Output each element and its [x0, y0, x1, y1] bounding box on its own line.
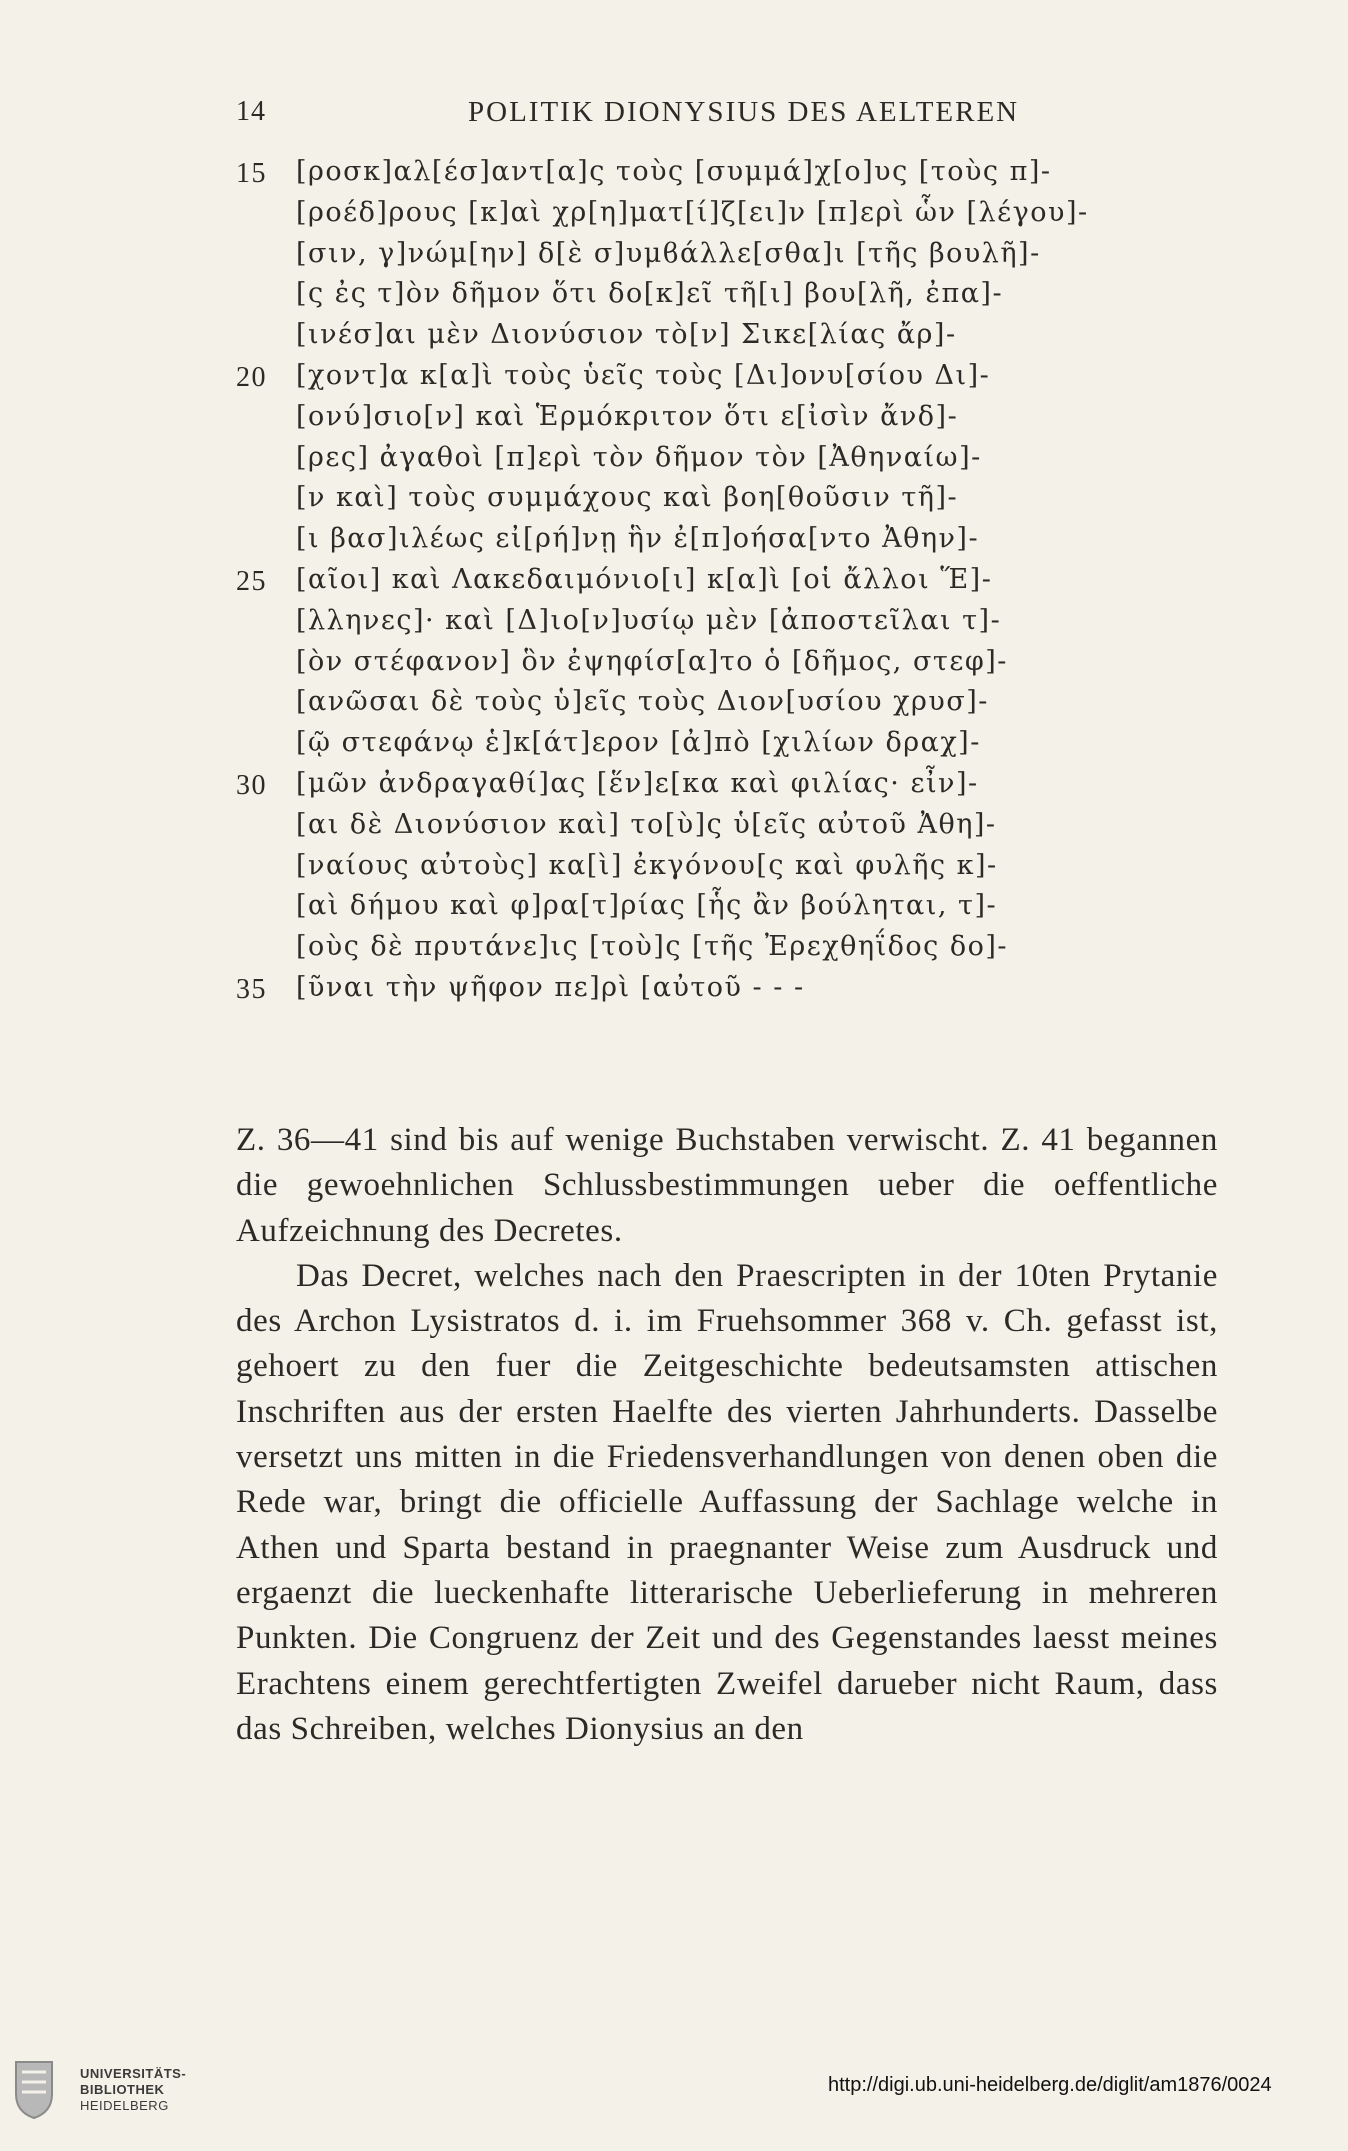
- inscription-text: [αῖοι] καὶ Λακεδαιμόνιο[ι] κ[α]ὶ [οἱ ἄλλοι Ἕ]-: [296, 563, 993, 595]
- greek-inscription: [236, 156, 1236, 1013]
- line-number: 15: [236, 158, 267, 189]
- inscription-line: [236, 442, 1236, 483]
- inscription-line: [236, 360, 1236, 401]
- inscription-text: [ς ἐς τ]ὸν δῆμον ὅτι δο[κ]εῖ τῆ[ι] βου[λῆ, ἐπα]-: [296, 278, 1004, 310]
- commentary-paragraph: Das Decret, welches nach den Praescripten in der 10ten Prytanie des Archon Lysistratos d. i. im Fruehsommer 368 v. Ch. gefasst ist, gehoert zu den fuer die Zeitgeschichte bedeutsamsten attischen Inschriften aus der ersten Haelfte des vierten Jahrhunderts. Dasselbe versetzt uns mitten in die Friedensverhandlungen von denen oben die Rede war, bringt die officielle Auffassung der Sachlage welche in Athen und Sparta bestand in praegnanter Weise zum Ausdruck und ergaenzt die lueckenhafte litterarische Ueberlieferung in mehreren Punkten. Die Congruenz der Zeit und des Gegenstandes laesst meines Erachtens einem gerechtfertigten Zweifel darueber nicht Raum, dass das Schreiben, welches Dionysius an den: [236, 1257, 1218, 1747]
- commentary-paragraph: Z. 36—41 sind bis auf wenige Buchstaben verwischt. Z. 41 begannen die gewoehnlichen Schlussbestimmungen ueber die oeffentliche Aufzeichnung des Decretes.: [236, 1122, 1218, 1249]
- inscription-text: [ρες] ἀγαθοὶ [π]ερὶ τὸν δῆμον τὸν [Ἀθηναίω]-: [296, 441, 982, 473]
- inscription-text: [λληνες]· καὶ [Δ]ιο[ν]υσίῳ μὲν [ἀποστεῖλαι τ]-: [296, 604, 1002, 636]
- inscription-line: [236, 401, 1236, 442]
- inscription-line: [236, 278, 1236, 319]
- inscription-line: [236, 931, 1236, 972]
- inscription-text: [οὺς δὲ πρυτάνε]ις [τοὺ]ς [τῆς Ἐρεχθηΐδος δο]-: [296, 931, 1009, 963]
- inscription-line: [236, 890, 1236, 931]
- library-line-1: UNIVERSITÄTS-: [80, 2066, 187, 2081]
- inscription-text: [ροέδ]ρους [κ]αὶ χρ[η]ματ[ί]ζ[ει]ν [π]ερὶ ὧν [λέγου]-: [296, 196, 1089, 228]
- inscription-text: [ονύ]σιο[ν] καὶ Ἑρμόκριτον ὅτι ε[ἰσὶν ἄνδ]-: [296, 400, 959, 432]
- inscription-line: [236, 646, 1236, 687]
- inscription-line: [236, 768, 1236, 809]
- inscription-text: [αὶ δήμου καὶ φ]ρα[τ]ρίας [ἧς ἂν βούληται, τ]-: [296, 890, 998, 922]
- inscription-text: [ναίους αὐτοὺς] κα[ὶ] ἐκγόνου[ς καὶ φυλῆς κ]-: [296, 849, 998, 881]
- inscription-text: [ανῶσαι δὲ τοὺς ὑ]εῖς τοὺς Διον[υσίου χρυσ]-: [296, 686, 989, 718]
- inscription-line: [236, 972, 1236, 1013]
- line-number: 25: [236, 565, 267, 597]
- inscription-text: [ῦναι τὴν ψῆφον πε]ρὶ [αὐτοῦ - - -: [296, 971, 805, 1003]
- inscription-text: [ῷ στεφάνῳ ἑ]κ[άτ]ερον [ἀ]πὸ [χιλίων δραχ]-: [296, 727, 981, 759]
- library-line-3: HEIDELBERG: [80, 2098, 169, 2113]
- inscription-text: [ινέσ]αι μὲν Διονύσιον τὸ[ν] Σικε[λίας ἄρ]-: [296, 319, 957, 351]
- inscription-line: [236, 809, 1236, 850]
- inscription-text: [ι βασ]ιλέως εἰ[ρή]νῃ ἣν ἐ[π]οήσα[ντο Ἀθην]-: [296, 523, 980, 555]
- inscription-text: [ν καὶ] τοὺς συμμάχους καὶ βοη[θοῦσιν τῆ]-: [296, 482, 959, 514]
- running-title: POLITIK DIONYSIUS DES AELTEREN: [468, 96, 1020, 128]
- inscription-line: [236, 727, 1236, 768]
- inscription-line: [236, 850, 1236, 891]
- inscription-text: [χοντ]α κ[α]ὶ τοὺς ὑεῖς τοὺς [Δι]ονυ[σίου Δι]-: [296, 359, 991, 391]
- inscription-line: [236, 605, 1236, 646]
- library-line-2: BIBLIOTHEK: [80, 2082, 165, 2097]
- commentary-text: [236, 1118, 1218, 1752]
- line-number: 20: [236, 361, 267, 393]
- inscription-line: [236, 238, 1236, 279]
- page-number: 14: [236, 96, 266, 127]
- inscription-line: [236, 156, 1236, 197]
- inscription-text: [αι δὲ Διονύσιον καὶ] το[ὺ]ς ὑ[εῖς αὐτοῦ Ἀθη]-: [296, 808, 997, 840]
- page-header: [0, 96, 1348, 136]
- university-seal-icon: [12, 2058, 56, 2120]
- line-number: 35: [236, 973, 267, 1005]
- inscription-line: [236, 197, 1236, 238]
- source-url-link[interactable]: http://digi.ub.uni-heidelberg.de/diglit/am1876/0024: [828, 2074, 1272, 2096]
- inscription-text: [ὸν στέφανον] ὃν ἐψηφίσ[α]το ὁ [δῆμος, στεφ]-: [296, 645, 1008, 677]
- inscription-text: [ροσκ]αλ[έσ]αντ[α]ς τοὺς [συμμά]χ[ο]υς [τοὺς π]-: [296, 156, 1052, 187]
- inscription-line: [236, 482, 1236, 523]
- inscription-text: [μῶν ἀνδραγαθί]ας [ἕν]ε[κα καὶ φιλίας· εἶν]-: [296, 767, 979, 799]
- inscription-line: [236, 686, 1236, 727]
- inscription-line: [236, 319, 1236, 360]
- inscription-line: [236, 564, 1236, 605]
- line-number: 30: [236, 769, 267, 801]
- inscription-text: [σιν, γ]νώμ[ην] δ[ὲ σ]υμϐάλλε[σθα]ι [τῆς βουλῆ]-: [296, 237, 1041, 269]
- inscription-line: [236, 523, 1236, 564]
- library-name: [80, 2066, 186, 2114]
